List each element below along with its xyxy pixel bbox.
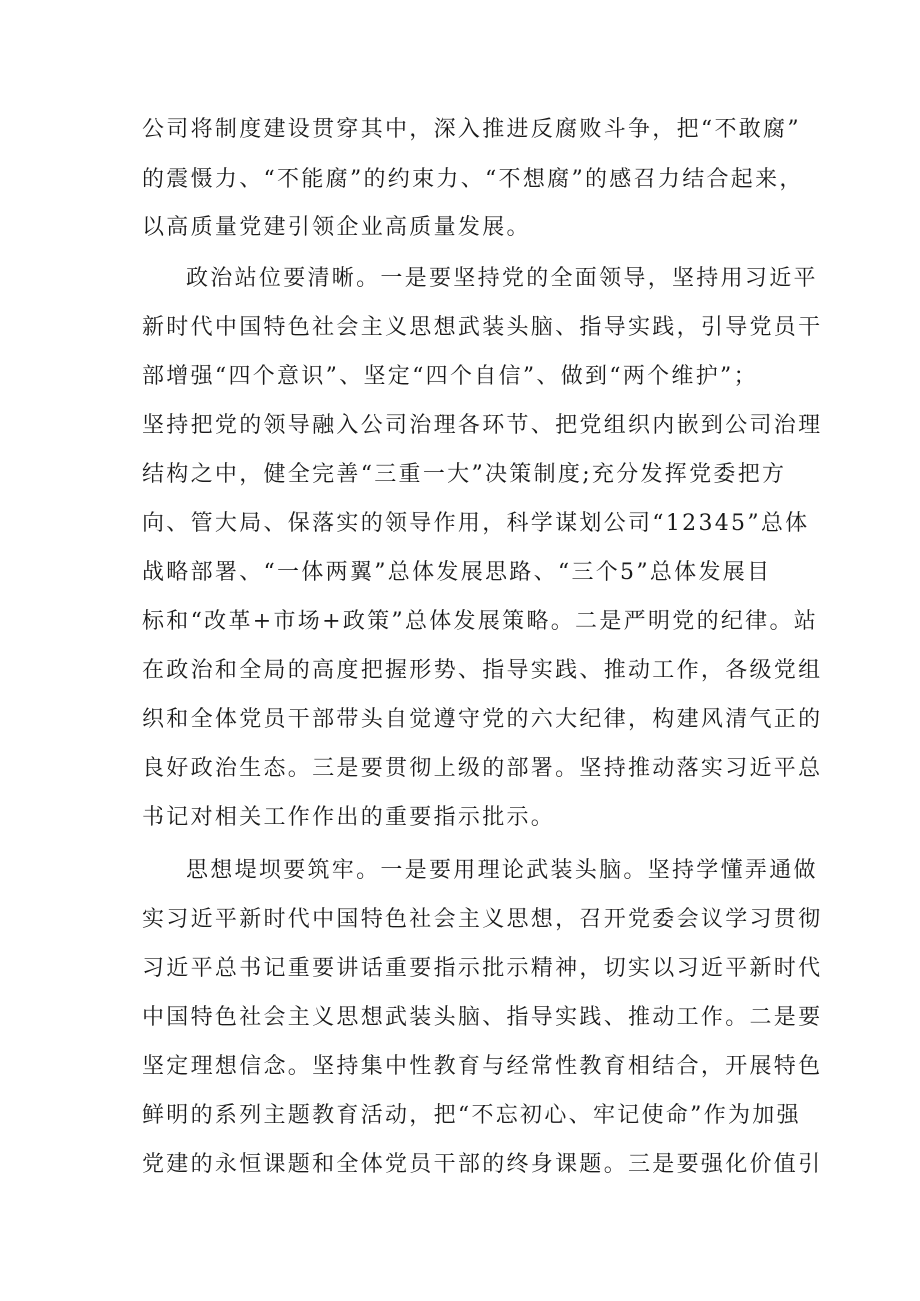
text-line: 党建的永恒课题和全体党员干部的终身课题。三是要强化价值引 [142, 1152, 823, 1177]
text-line: 的震慑力、“不能腐”的约束力、“不想腐”的感召力结合起来， [142, 167, 804, 192]
text-line: 实习近平新时代中国特色社会主义思想，召开党委会议学习贯彻 [142, 907, 823, 932]
text-line: 书记对相关工作作出的重要指示批示。 [142, 805, 556, 830]
text-line: 向、管大局、保落实的领导作用，科学谋划公司“12345”总体 [142, 511, 810, 536]
text-line: 结构之中，健全完善“三重一大”决策制度;充分发挥党委把方 [142, 462, 787, 487]
text-line: 坚定理想信念。坚持集中性教育与经常性教育相结合，开展特色 [142, 1054, 823, 1079]
text-line: 坚持把党的领导融入公司治理各环节、把党组织内嵌到公司治理 [142, 413, 823, 438]
text-line: 在政治和全局的高度把握形势、指导实践、推动工作，各级党组 [142, 658, 823, 683]
text-line: 以高质量党建引领企业高质量发展。 [142, 215, 531, 240]
paragraph-first-line: 思想堤坝要筑牢。一是要用理论武装头脑。坚持学懂弄通做 [186, 858, 818, 883]
paragraph-first-line: 政治站位要清晰。一是要坚持党的全面领导，坚持用习近平 [186, 266, 818, 291]
text-line: 中国特色社会主义思想武装头脑、指导实践、推动工作。二是要 [142, 1005, 823, 1030]
text-line: 战略部署、“一体两翼”总体发展思路、“三个5”总体发展目 [142, 560, 772, 585]
text-line: 织和全体党员干部带头自觉遵守党的六大纪律，构建风清气正的 [142, 707, 823, 732]
text-line: 鲜明的系列主题教育活动，把“不忘初心、牢记使命”作为加强 [142, 1103, 801, 1128]
text-line: 良好政治生态。三是要贯彻上级的部署。坚持推动落实习近平总 [142, 756, 823, 781]
text-line: 部增强“四个意识”、坚定“四个自信”、做到“两个维护”； [142, 364, 758, 389]
text-line: 新时代中国特色社会主义思想武装头脑、指导实践，引导党员干 [142, 315, 823, 340]
text-line: 标和“改革+市场+政策”总体发展策略。二是严明党的纪律。站 [142, 609, 819, 634]
text-line: 习近平总书记重要讲话重要指示批示精神，切实以习近平新时代 [142, 956, 823, 981]
text-line: 公司将制度建设贯穿其中，深入推进反腐败斗争，把“不敢腐” [142, 117, 801, 142]
